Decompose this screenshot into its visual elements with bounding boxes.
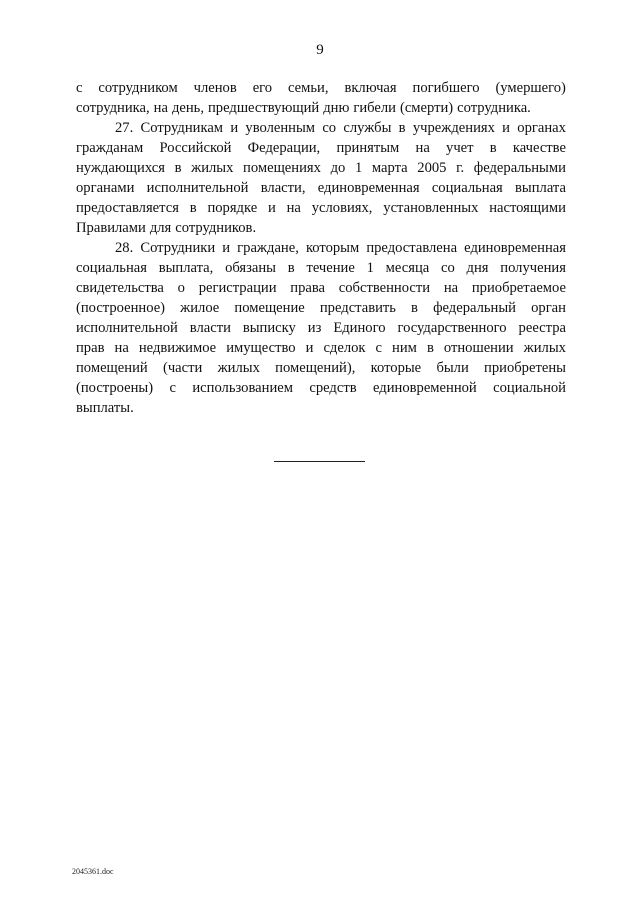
word: выплата (515, 180, 566, 196)
document-body (76, 78, 566, 418)
word: Сотрудникам (140, 120, 224, 136)
word: со (322, 120, 337, 136)
word: выплата, (158, 260, 214, 276)
word: в (489, 140, 497, 156)
text-line (76, 198, 566, 218)
word: власти, (260, 180, 306, 196)
word: которым (305, 240, 360, 256)
word: единовременная (317, 180, 420, 196)
word: были (436, 360, 469, 376)
word: органах (517, 120, 566, 136)
word: в (426, 340, 434, 356)
word: на (415, 140, 430, 156)
word: власти (189, 320, 231, 336)
word: уволенным (245, 120, 316, 136)
text-line (76, 338, 566, 358)
word: социальная (76, 260, 147, 276)
word: его (252, 80, 273, 96)
word: помещение (234, 300, 305, 316)
word: отношении (443, 340, 514, 356)
text-line (76, 378, 566, 398)
word: приобретаемое (471, 280, 566, 296)
word: жилых (217, 360, 260, 376)
word: Российской (159, 140, 232, 156)
word: представить (319, 300, 396, 316)
word: установленных (383, 200, 479, 216)
word: в (411, 300, 418, 316)
word: г. (456, 160, 465, 176)
word: сотрудника, (76, 100, 150, 116)
paragraph-28-first-line (76, 238, 566, 258)
word: в (398, 120, 406, 136)
word: жилых (191, 160, 234, 176)
end-divider-line (274, 461, 365, 462)
word: единовременная (464, 240, 566, 256)
word: средств (309, 380, 357, 396)
word: которые (370, 360, 422, 376)
word: приобретены (484, 360, 566, 376)
text-line (76, 178, 566, 198)
text-line (76, 318, 566, 338)
word: гражданам (76, 140, 144, 156)
text-line (76, 158, 566, 178)
word: из (307, 320, 322, 336)
text-line (76, 218, 566, 238)
text-line (76, 78, 566, 98)
word: помещений (76, 360, 148, 376)
text-line (76, 358, 566, 378)
word: регистрации (198, 280, 277, 296)
paragraph-27-first-line (76, 118, 566, 138)
word: сотрудника. (457, 100, 531, 116)
word: дню (323, 100, 350, 116)
word: учет (446, 140, 474, 156)
word: выписку (242, 320, 296, 336)
word: на (286, 200, 301, 216)
word: (смерти) (399, 100, 454, 116)
word: до (330, 160, 346, 176)
word: социальной (493, 380, 566, 396)
word: исполнительной (76, 320, 178, 336)
footer-file-name: 2045361.doc (72, 867, 114, 876)
word: права (290, 280, 326, 296)
word: реестра (518, 320, 566, 336)
word: для (149, 220, 172, 236)
word: помещений), (275, 360, 356, 376)
word: государственного (397, 320, 507, 336)
word: течение (306, 260, 355, 276)
word: (умершего) (495, 80, 566, 96)
word: ним (392, 340, 417, 356)
word: и (502, 120, 510, 136)
word: органами (76, 180, 135, 196)
word: на (114, 340, 129, 356)
word: дня (466, 260, 489, 276)
word: имущество (226, 340, 296, 356)
word: 2005 (417, 160, 447, 176)
word: службы (343, 120, 392, 136)
word: настоящими (489, 200, 566, 216)
word: качестве (512, 140, 566, 156)
word: условиях, (311, 200, 373, 216)
word: учреждениях (412, 120, 495, 136)
word: недвижимое (138, 340, 217, 356)
text-line (76, 138, 566, 158)
word: в (174, 160, 182, 176)
word: сделок (323, 340, 366, 356)
word: федеральными (473, 160, 566, 176)
text-line (76, 398, 566, 418)
word: нуждающихся (76, 160, 165, 176)
word: и (230, 120, 239, 136)
word: 27. (115, 120, 134, 136)
word: со (441, 260, 455, 276)
word: на (443, 280, 459, 296)
word: предоставляется (76, 200, 179, 216)
word: (построены) (76, 380, 154, 396)
word: с (76, 80, 83, 96)
word: прав (76, 340, 105, 356)
word: получения (500, 260, 566, 276)
word: и (305, 340, 314, 356)
word: выплаты. (76, 400, 134, 416)
word: (части (162, 360, 203, 376)
text-line (76, 298, 566, 318)
word: гибели (353, 100, 396, 116)
word: предшествующий (208, 100, 320, 116)
word: (построенное) (76, 300, 166, 316)
word: марта (371, 160, 408, 176)
word: сотрудником (98, 80, 178, 96)
word: помещениях (243, 160, 321, 176)
word: Правилами (76, 220, 146, 236)
word: погибшего (412, 80, 480, 96)
word: Сотрудники (140, 240, 216, 256)
word: единовременной (373, 380, 477, 396)
word: собственности (338, 280, 431, 296)
word: принятым (336, 140, 400, 156)
word: жилое (180, 300, 220, 316)
word: и (268, 200, 276, 216)
word: включая (344, 80, 397, 96)
word: в (189, 200, 197, 216)
word: сотрудников. (175, 220, 257, 236)
text-line (76, 258, 566, 278)
word: исполнительной (146, 180, 249, 196)
word: Единого (333, 320, 386, 336)
page-number: 9 (316, 42, 324, 58)
word: жилых (523, 340, 566, 356)
word: обязаны (225, 260, 276, 276)
text-line (76, 98, 566, 118)
word: 1 (354, 160, 363, 176)
word: использованием (192, 380, 293, 396)
text-line (76, 278, 566, 298)
word: социальная (431, 180, 503, 196)
word: с (169, 380, 176, 396)
word: членов (193, 80, 237, 96)
word: порядке (207, 200, 258, 216)
word: с (375, 340, 383, 356)
word: граждане, (237, 240, 299, 256)
word: и (222, 240, 231, 256)
word: в (287, 260, 295, 276)
word: 1 (366, 260, 374, 276)
word: о (177, 280, 185, 296)
word: день, (171, 100, 204, 116)
word: орган (531, 300, 566, 316)
word: месяца (385, 260, 430, 276)
word: на (153, 100, 168, 116)
word: семьи, (288, 80, 329, 96)
word: Федерации, (247, 140, 321, 156)
word: свидетельства (76, 280, 164, 296)
word: 28. (115, 240, 134, 256)
word: предоставлена (366, 240, 458, 256)
word: федеральный (433, 300, 516, 316)
